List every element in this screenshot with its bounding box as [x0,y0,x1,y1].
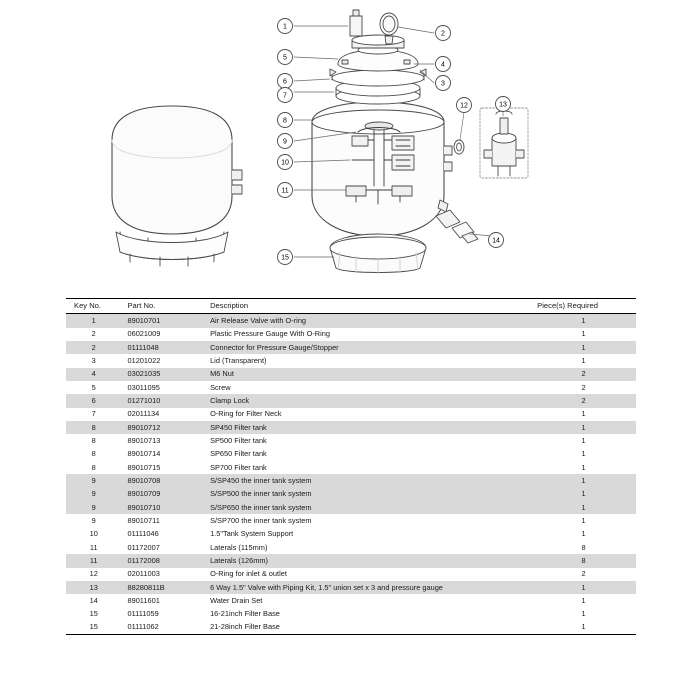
cell-part-no: 89010708 [121,474,204,487]
cell-part-no: 01111059 [121,608,204,621]
cell-part-no: 02011134 [121,408,204,421]
cell-description: Laterals (126mm) [204,554,531,567]
callout-7 [278,88,293,103]
cell-pieces: 8 [531,554,636,567]
table-row [66,608,636,621]
svg-text:6: 6 [283,78,287,86]
cell-part-no: 89010715 [121,461,204,474]
cell-description: Laterals (115mm) [204,541,531,554]
table-row [66,421,636,434]
cell-pieces: 2 [531,568,636,581]
cell-part-no: 89011601 [121,594,204,607]
table-row [66,434,636,447]
cell-key-no: 10 [66,528,121,541]
filter-base [330,234,426,274]
table-row [66,341,636,354]
cell-part-no: 89010714 [121,448,204,461]
cell-pieces: 1 [531,328,636,341]
table-row [66,368,636,381]
cell-description: SP500 Filter tank [204,434,531,447]
cell-description: Clamp Lock [204,394,531,407]
callout-10 [278,155,293,170]
cell-description: 16-21inch Filter Base [204,608,531,621]
cell-description: S/SP650 the inner tank system [204,501,531,514]
cell-key-no: 9 [66,501,121,514]
cell-description: S/SP700 the inner tank system [204,514,531,527]
callout-5 [278,50,293,65]
svg-text:9: 9 [283,138,287,146]
table-row [66,514,636,527]
cell-part-no: 01271010 [121,394,204,407]
svg-text:10: 10 [281,159,289,167]
cell-pieces: 1 [531,314,636,328]
parts-table-body [66,314,636,635]
cell-pieces: 1 [531,581,636,594]
six-way-valve [480,108,528,178]
cell-part-no: 01111062 [121,621,204,635]
cell-key-no: 13 [66,581,121,594]
svg-text:3: 3 [441,80,445,88]
cell-part-no: 01172008 [121,554,204,567]
callout-1 [278,19,293,34]
callout-3 [436,76,451,91]
table-row [66,354,636,367]
cell-part-no: 01172007 [121,541,204,554]
svg-text:11: 11 [281,187,289,195]
callout-15 [278,250,293,265]
table-row [66,381,636,394]
cell-description: O-Ring for inlet & outlet [204,568,531,581]
cell-pieces: 1 [531,461,636,474]
parts-table-head [66,299,636,314]
cell-part-no: 03021035 [121,368,204,381]
cell-part-no: 02011003 [121,568,204,581]
cell-pieces: 1 [531,341,636,354]
cell-description: Plastic Pressure Gauge With O-Ring [204,328,531,341]
filter-tank-left [112,106,242,266]
table-row [66,621,636,635]
cell-description: Screw [204,381,531,394]
cell-description: O-Ring for Filter Neck [204,408,531,421]
svg-text:1: 1 [283,23,287,31]
table-row [66,541,636,554]
table-row [66,501,636,514]
cell-key-no: 7 [66,408,121,421]
table-row [66,394,636,407]
cell-part-no: 88280811B [121,581,204,594]
oring-inlet-outlet [454,140,464,154]
callout-12 [457,98,472,113]
table-row [66,448,636,461]
header-part-no: Part No. [121,299,204,314]
svg-text:13: 13 [499,101,507,109]
table-row [66,581,636,594]
callout-6 [278,74,293,89]
cell-pieces: 1 [531,594,636,607]
cell-pieces: 1 [531,488,636,501]
parts-table-container [66,298,636,635]
cell-part-no: 01201022 [121,354,204,367]
cell-key-no: 11 [66,541,121,554]
table-row [66,594,636,607]
callout-8 [278,113,293,128]
filter-tank-right [312,10,452,236]
cell-description: 21-28inch Filter Base [204,621,531,635]
table-row [66,314,636,328]
table-row [66,461,636,474]
table-row [66,528,636,541]
cell-part-no: 01111048 [121,341,204,354]
callout-2 [436,26,451,41]
cell-key-no: 12 [66,568,121,581]
cell-pieces: 1 [531,621,636,635]
table-row [66,554,636,567]
water-drain-set [436,210,478,243]
table-row [66,568,636,581]
cell-description: SP650 Filter tank [204,448,531,461]
header-pieces: Piece(s) Required [531,299,636,314]
cell-key-no: 2 [66,341,121,354]
svg-text:7: 7 [283,92,287,100]
cell-part-no: 06021009 [121,328,204,341]
cell-pieces: 1 [531,421,636,434]
table-row [66,474,636,487]
cell-part-no: 89010709 [121,488,204,501]
cell-key-no: 9 [66,474,121,487]
cell-pieces: 1 [531,608,636,621]
cell-part-no: 01111046 [121,528,204,541]
svg-text:2: 2 [441,30,445,38]
svg-text:14: 14 [492,237,500,245]
cell-pieces: 2 [531,368,636,381]
callout-14 [489,233,504,248]
cell-pieces: 1 [531,501,636,514]
cell-key-no: 3 [66,354,121,367]
svg-text:5: 5 [283,54,287,62]
cell-key-no: 2 [66,328,121,341]
cell-description: M6 Nut [204,368,531,381]
svg-text:4: 4 [441,61,445,69]
cell-description: Air Release Valve with O-ring [204,314,531,328]
cell-key-no: 8 [66,448,121,461]
cell-pieces: 1 [531,474,636,487]
svg-text:12: 12 [460,102,468,110]
cell-key-no: 8 [66,434,121,447]
cell-description: Lid (Transparent) [204,354,531,367]
cell-key-no: 9 [66,488,121,501]
cell-part-no: 89010713 [121,434,204,447]
cell-description: 6 Way 1.5" Valve with Piping Kit, 1.5" union set x 3 and pressure gauge [204,581,531,594]
cell-description: 1.5"Tank System Support [204,528,531,541]
cell-key-no: 5 [66,381,121,394]
exploded-diagram [0,0,700,288]
cell-description: SP450 Filter tank [204,421,531,434]
cell-pieces: 1 [531,514,636,527]
table-row [66,328,636,341]
table-row [66,408,636,421]
cell-part-no: 89010701 [121,314,204,328]
cell-description: Connector for Pressure Gauge/Stopper [204,341,531,354]
cell-part-no: 89010711 [121,514,204,527]
table-row [66,488,636,501]
cell-key-no: 9 [66,514,121,527]
cell-key-no: 14 [66,594,121,607]
cell-key-no: 8 [66,421,121,434]
callout-11 [278,183,293,198]
svg-text:8: 8 [283,117,287,125]
cell-description: S/SP500 the inner tank system [204,488,531,501]
svg-text:15: 15 [281,254,289,262]
cell-key-no: 15 [66,608,121,621]
header-description: Description [204,299,531,314]
cell-description: Water Drain Set [204,594,531,607]
cell-pieces: 1 [531,408,636,421]
cell-pieces: 1 [531,528,636,541]
cell-key-no: 4 [66,368,121,381]
cell-key-no: 8 [66,461,121,474]
cell-part-no: 03011095 [121,381,204,394]
callout-9 [278,134,293,149]
cell-description: SP700 Filter tank [204,461,531,474]
cell-key-no: 6 [66,394,121,407]
cell-part-no: 89010710 [121,501,204,514]
cell-description: S/SP450 the inner tank system [204,474,531,487]
header-key-no: Key No. [66,299,121,314]
cell-key-no: 15 [66,621,121,635]
table-header-row [66,299,636,314]
callout-13 [496,97,511,112]
cell-key-no: 11 [66,554,121,567]
parts-table [66,298,636,635]
cell-pieces: 1 [531,448,636,461]
cell-pieces: 8 [531,541,636,554]
cell-part-no: 89010712 [121,421,204,434]
cell-pieces: 1 [531,434,636,447]
callout-4 [436,57,451,72]
cell-key-no: 1 [66,314,121,328]
cell-pieces: 2 [531,394,636,407]
cell-pieces: 1 [531,354,636,367]
cell-pieces: 2 [531,381,636,394]
